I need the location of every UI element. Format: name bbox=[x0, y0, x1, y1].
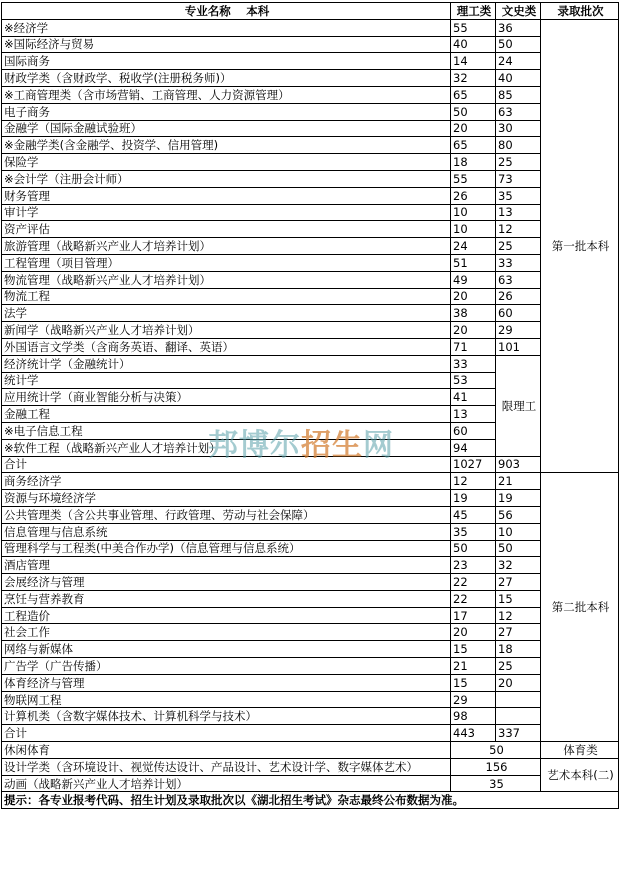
watermark: 邦博尔招生网 bbox=[208, 428, 394, 463]
admission-plan-table bbox=[1, 2, 619, 809]
major-name: 外国语言文学类（含商务英语、翻译、英语） bbox=[2, 338, 451, 355]
table-row bbox=[2, 355, 619, 372]
lib-quota: 21 bbox=[496, 473, 541, 490]
sci-quota: 94 bbox=[451, 439, 496, 456]
lib-quota: 63 bbox=[496, 271, 541, 288]
sci-quota: 60 bbox=[451, 422, 496, 439]
lib-quota: 85 bbox=[496, 86, 541, 103]
sci-quota: 12 bbox=[451, 473, 496, 490]
table-row bbox=[2, 53, 619, 70]
header-batch: 录取批次 bbox=[541, 3, 619, 20]
batch-label: 艺术本科(二) bbox=[541, 758, 619, 792]
major-name: ※国际经济与贸易 bbox=[2, 36, 451, 53]
table-row bbox=[2, 103, 619, 120]
sci-quota: 23 bbox=[451, 557, 496, 574]
lib-quota: 26 bbox=[496, 288, 541, 305]
major-name: 新闻学（战略新兴产业人才培养计划） bbox=[2, 322, 451, 339]
art-row bbox=[2, 758, 619, 775]
total-lib: 903 bbox=[496, 456, 541, 473]
header-row bbox=[2, 3, 619, 20]
batch-label: 第一批本科 bbox=[541, 19, 619, 473]
sci-quota: 17 bbox=[451, 607, 496, 624]
major-name: 动画（战略新兴产业人才培养计划） bbox=[2, 775, 451, 792]
major-name: ※金融学类(含金融学、投资学、信用管理) bbox=[2, 137, 451, 154]
major-name: 财政学类（含财政学、税收学(注册税务师)） bbox=[2, 70, 451, 87]
lib-quota: 50 bbox=[496, 540, 541, 557]
major-name: 工程管理（项目管理） bbox=[2, 254, 451, 271]
table-row bbox=[2, 641, 619, 658]
table-row bbox=[2, 708, 619, 725]
lib-quota: 12 bbox=[496, 607, 541, 624]
table-row bbox=[2, 137, 619, 154]
sci-quota: 15 bbox=[451, 674, 496, 691]
header-lib: 文史类 bbox=[496, 3, 541, 20]
table-row bbox=[2, 322, 619, 339]
sci-quota: 45 bbox=[451, 506, 496, 523]
sci-quota: 20 bbox=[451, 624, 496, 641]
major-name: 应用统计学（商业智能分析与决策） bbox=[2, 389, 451, 406]
lib-quota: 33 bbox=[496, 254, 541, 271]
lib-quota: 25 bbox=[496, 238, 541, 255]
major-name: 金融工程 bbox=[2, 406, 451, 423]
total-row bbox=[2, 456, 619, 473]
header-major: 专业名称 本科 bbox=[2, 3, 451, 20]
major-name: 信息管理与信息系统 bbox=[2, 523, 451, 540]
major-name: 社会工作 bbox=[2, 624, 451, 641]
lib-quota bbox=[496, 691, 541, 708]
major-name: 网络与新媒体 bbox=[2, 641, 451, 658]
sci-quota: 33 bbox=[451, 355, 496, 372]
table-row bbox=[2, 204, 619, 221]
sci-quota: 14 bbox=[451, 53, 496, 70]
sci-quota: 32 bbox=[451, 70, 496, 87]
lib-quota: 32 bbox=[496, 557, 541, 574]
table-row bbox=[2, 658, 619, 675]
major-name: 设计学类（含环境设计、视觉传达设计、产品设计、艺术设计学、数字媒体艺术） bbox=[2, 758, 451, 775]
art-row bbox=[2, 775, 619, 792]
table-row bbox=[2, 288, 619, 305]
major-name: 管理科学与工程类(中美合作办学)（信息管理与信息系统） bbox=[2, 540, 451, 557]
lib-quota: 13 bbox=[496, 204, 541, 221]
combined-quota: 50 bbox=[451, 742, 541, 759]
sci-quota: 20 bbox=[451, 288, 496, 305]
sci-quota: 19 bbox=[451, 490, 496, 507]
sci-quota: 71 bbox=[451, 338, 496, 355]
lib-quota: 73 bbox=[496, 170, 541, 187]
sci-quota: 22 bbox=[451, 574, 496, 591]
footnote: 提示：各专业报考代码、招生计划及录取批次以《湖北招生考试》杂志最终公布数据为准。 bbox=[2, 792, 619, 809]
major-name: ※软件工程（战略新兴产业人才培养计划） bbox=[2, 439, 451, 456]
lib-quota: 30 bbox=[496, 120, 541, 137]
lib-quota: 15 bbox=[496, 590, 541, 607]
table-row bbox=[2, 86, 619, 103]
sci-quota: 50 bbox=[451, 103, 496, 120]
major-name: 保险学 bbox=[2, 154, 451, 171]
sci-quota: 21 bbox=[451, 658, 496, 675]
major-name: 酒店管理 bbox=[2, 557, 451, 574]
sci-quota: 65 bbox=[451, 137, 496, 154]
table-row bbox=[2, 170, 619, 187]
major-name: 电子商务 bbox=[2, 103, 451, 120]
header-sci: 理工类 bbox=[451, 3, 496, 20]
sci-quota: 20 bbox=[451, 322, 496, 339]
major-name: 资产评估 bbox=[2, 221, 451, 238]
lib-quota: 56 bbox=[496, 506, 541, 523]
major-name: 体育经济与管理 bbox=[2, 674, 451, 691]
major-name: 公共管理类（含公共事业管理、行政管理、劳动与社会保障） bbox=[2, 506, 451, 523]
lib-quota: 20 bbox=[496, 674, 541, 691]
combined-quota: 35 bbox=[451, 775, 541, 792]
sci-quota: 24 bbox=[451, 238, 496, 255]
major-name: 休闲体育 bbox=[2, 742, 451, 759]
major-name: 法学 bbox=[2, 305, 451, 322]
major-name: 统计学 bbox=[2, 372, 451, 389]
table-row bbox=[2, 590, 619, 607]
sci-quota: 22 bbox=[451, 590, 496, 607]
table-row bbox=[2, 19, 619, 36]
sci-quota: 35 bbox=[451, 523, 496, 540]
sci-quota: 40 bbox=[451, 36, 496, 53]
lib-quota: 63 bbox=[496, 103, 541, 120]
major-name: 金融学（国际金融试验班） bbox=[2, 120, 451, 137]
table-row bbox=[2, 473, 619, 490]
sci-quota: 13 bbox=[451, 406, 496, 423]
table-row bbox=[2, 574, 619, 591]
table-row bbox=[2, 271, 619, 288]
sci-quota: 55 bbox=[451, 19, 496, 36]
table-row bbox=[2, 557, 619, 574]
sci-quota: 65 bbox=[451, 86, 496, 103]
lib-quota: 29 bbox=[496, 322, 541, 339]
table-row bbox=[2, 607, 619, 624]
sci-quota: 53 bbox=[451, 372, 496, 389]
table-row bbox=[2, 490, 619, 507]
sci-quota: 55 bbox=[451, 170, 496, 187]
sci-quota: 41 bbox=[451, 389, 496, 406]
combined-quota: 156 bbox=[451, 758, 541, 775]
lib-quota: 18 bbox=[496, 641, 541, 658]
major-name: 商务经济学 bbox=[2, 473, 451, 490]
table-row bbox=[2, 120, 619, 137]
major-name: ※会计学（注册会计师） bbox=[2, 170, 451, 187]
table-row bbox=[2, 221, 619, 238]
lib-quota: 25 bbox=[496, 154, 541, 171]
sci-quota: 49 bbox=[451, 271, 496, 288]
sci-quota: 20 bbox=[451, 120, 496, 137]
lib-quota: 27 bbox=[496, 574, 541, 591]
major-name: 旅游管理（战略新兴产业人才培养计划） bbox=[2, 238, 451, 255]
table-row bbox=[2, 238, 619, 255]
lib-quota: 35 bbox=[496, 187, 541, 204]
lib-quota: 40 bbox=[496, 70, 541, 87]
major-name: 广告学（广告传播） bbox=[2, 658, 451, 675]
sci-quota: 15 bbox=[451, 641, 496, 658]
major-name: 烹饪与营养教育 bbox=[2, 590, 451, 607]
total-lib: 337 bbox=[496, 725, 541, 742]
major-name: ※电子信息工程 bbox=[2, 422, 451, 439]
table-row bbox=[2, 154, 619, 171]
note-row bbox=[2, 792, 619, 809]
major-name: 财务管理 bbox=[2, 187, 451, 204]
batch-label: 第二批本科 bbox=[541, 473, 619, 742]
lib-quota: 50 bbox=[496, 36, 541, 53]
major-name: 物流管理（战略新兴产业人才培养计划） bbox=[2, 271, 451, 288]
sci-quota: 10 bbox=[451, 221, 496, 238]
major-name: ※经济学 bbox=[2, 19, 451, 36]
total-label: 合计 bbox=[2, 725, 451, 742]
major-name: 审计学 bbox=[2, 204, 451, 221]
batch-label: 体育类 bbox=[541, 742, 619, 759]
table-row bbox=[2, 338, 619, 355]
major-name: ※工商管理类（含市场营销、工商管理、人力资源管理） bbox=[2, 86, 451, 103]
sports-row bbox=[2, 742, 619, 759]
lib-quota: 27 bbox=[496, 624, 541, 641]
major-name: 物流工程 bbox=[2, 288, 451, 305]
lib-quota: 60 bbox=[496, 305, 541, 322]
table-row bbox=[2, 523, 619, 540]
major-name: 资源与环境经济学 bbox=[2, 490, 451, 507]
sci-quota: 51 bbox=[451, 254, 496, 271]
sci-quota: 10 bbox=[451, 204, 496, 221]
total-sci: 443 bbox=[451, 725, 496, 742]
total-label: 合计 bbox=[2, 456, 451, 473]
total-sci: 1027 bbox=[451, 456, 496, 473]
table-row bbox=[2, 691, 619, 708]
lib-quota: 24 bbox=[496, 53, 541, 70]
table-row bbox=[2, 70, 619, 87]
major-name: 物联网工程 bbox=[2, 691, 451, 708]
lib-quota: 80 bbox=[496, 137, 541, 154]
table-row bbox=[2, 254, 619, 271]
sci-quota: 38 bbox=[451, 305, 496, 322]
sci-only-label: 限理工 bbox=[496, 355, 541, 456]
table-row bbox=[2, 305, 619, 322]
table-row bbox=[2, 36, 619, 53]
lib-quota: 36 bbox=[496, 19, 541, 36]
sci-quota: 98 bbox=[451, 708, 496, 725]
sci-quota: 50 bbox=[451, 540, 496, 557]
lib-quota: 19 bbox=[496, 490, 541, 507]
sci-quota: 18 bbox=[451, 154, 496, 171]
sci-quota: 26 bbox=[451, 187, 496, 204]
major-name: 工程造价 bbox=[2, 607, 451, 624]
sci-quota: 29 bbox=[451, 691, 496, 708]
major-name: 经济统计学（金融统计） bbox=[2, 355, 451, 372]
major-name: 国际商务 bbox=[2, 53, 451, 70]
major-name: 计算机类（含数字媒体技术、计算机科学与技术） bbox=[2, 708, 451, 725]
lib-quota: 10 bbox=[496, 523, 541, 540]
table-row bbox=[2, 674, 619, 691]
table-row bbox=[2, 187, 619, 204]
lib-quota: 101 bbox=[496, 338, 541, 355]
lib-quota bbox=[496, 708, 541, 725]
lib-quota: 12 bbox=[496, 221, 541, 238]
total-row bbox=[2, 725, 619, 742]
table-row bbox=[2, 540, 619, 557]
major-name: 会展经济与管理 bbox=[2, 574, 451, 591]
table-row bbox=[2, 624, 619, 641]
lib-quota: 25 bbox=[496, 658, 541, 675]
table-row bbox=[2, 506, 619, 523]
